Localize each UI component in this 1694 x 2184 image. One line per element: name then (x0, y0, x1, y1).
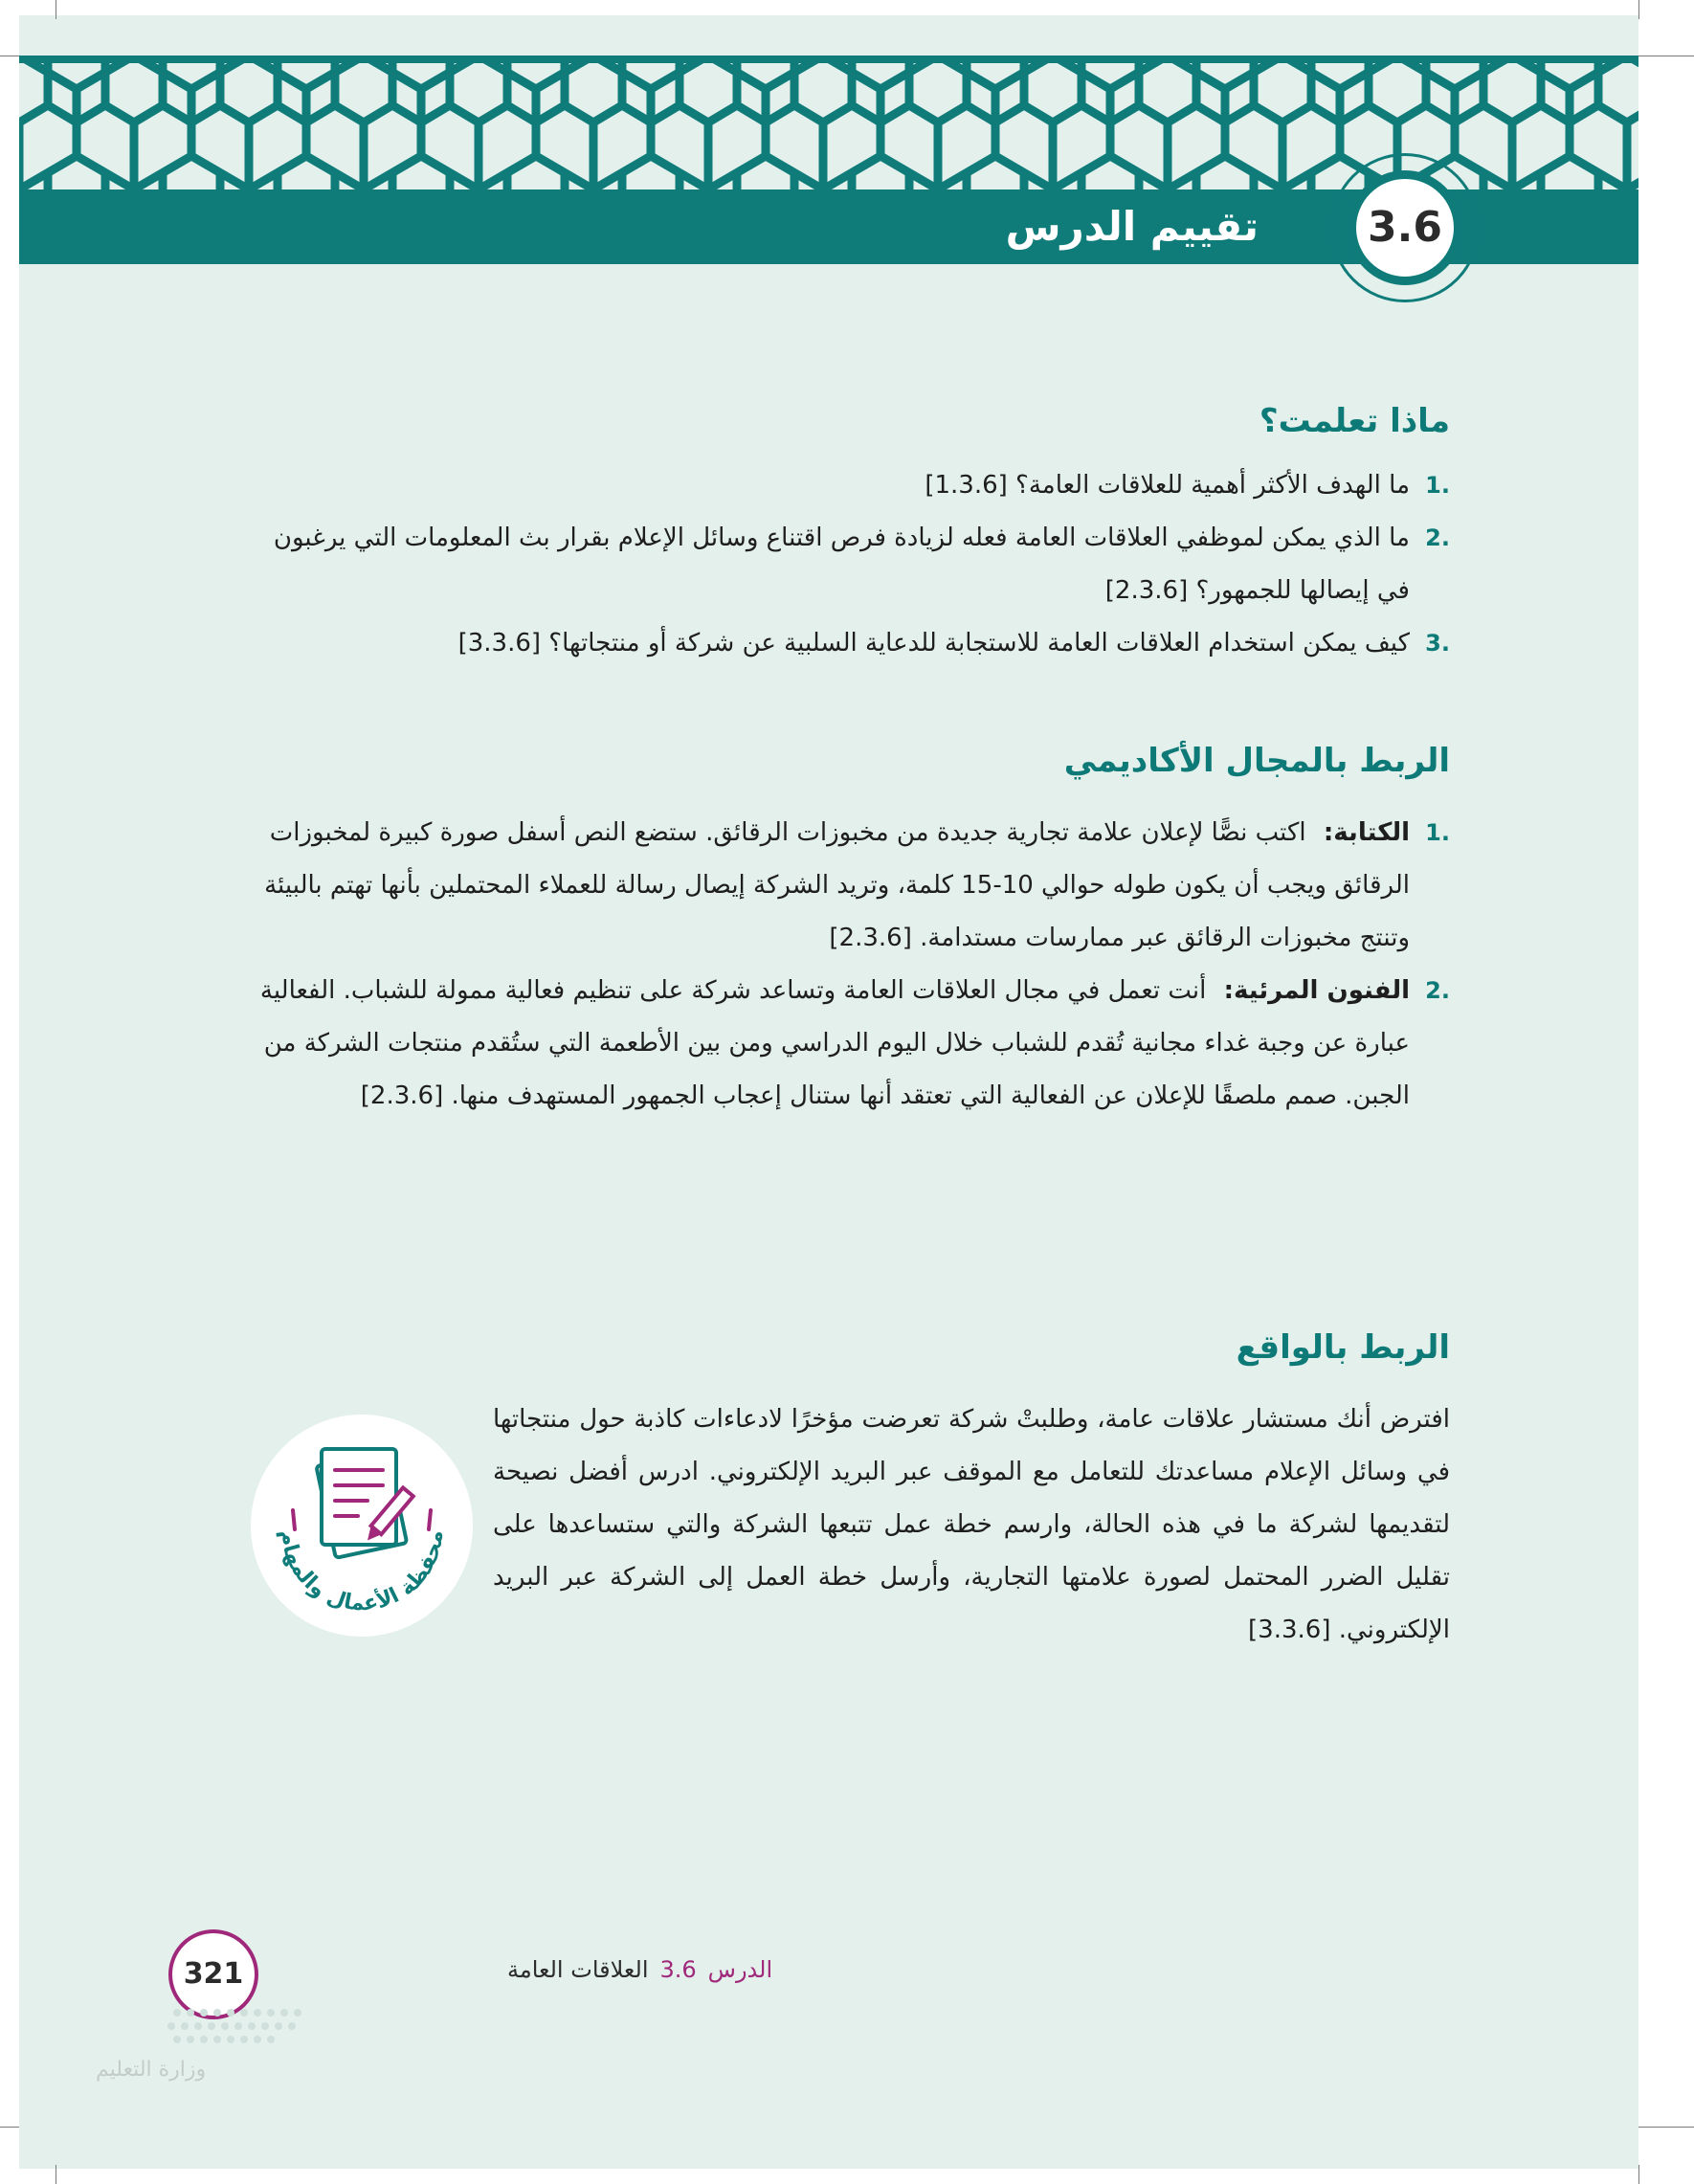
item-number: .1 (1425, 819, 1450, 846)
item-lead: الكتابة: (1323, 818, 1410, 847)
item-text: اكتب نصًّا لإعلان علامة تجارية جديدة من مخبوزات الرقائق. ستضع النص أسفل صورة كبيرة لمخبوزات الرقائق ويجب أن يكون طوله حوالي 10-15 كلمة، وتريد الشركة إيصال رسالة للعملاء المحتملين بأنها تهتم بالبيئة وتنتج مخبوزات الرقائق عبر ممارسات مستدامة. [2.3.6] (264, 818, 1410, 952)
section-text: افترض أنك مستشار علاقات عامة، وطلبتْ شركة تعرضت مؤخرًا لادعاءات كاذبة حول منتجاتها في وسائل الإعلام مساعدتك للتعامل مع الموقف عبر البريد الإلكتروني. ادرس أفضل نصيحة لتقديمها لشركة ما في هذه الحالة، وارسم خطة عمل تتبعها الشركة والتي ستساعدها على تقليل الضرر المحتمل لصورة علامتها التجارية، وأرسل خطة العمل إلى الشركة عبر البريد الإلكتروني. [3.3.6] (493, 1405, 1450, 1644)
crop-mark (1638, 2165, 1639, 2184)
item-number: .1 (1425, 472, 1450, 499)
section-reality (493, 1319, 1450, 1657)
footer-lesson-label: الدرس (707, 1956, 773, 1983)
page-number: 321 (168, 1929, 258, 2019)
item-number: .3 (1425, 630, 1450, 657)
section-heading: الربط بالواقع (1236, 1328, 1450, 1367)
section-learned (244, 392, 1450, 670)
section-heading: الربط بالمجال الأكاديمي (1063, 742, 1450, 780)
item-text: ما الذي يمكن لموظفي العلاقات العامة فعله لزيادة فرص اقتناع وسائل الإعلام بقرار بث المعلومات التي يرغبون في إيصالها للجمهور؟ [2.3.6] (273, 524, 1410, 605)
list-item (244, 965, 1450, 1123)
portfolio-badge (251, 1415, 473, 1637)
item-number: .2 (1425, 524, 1450, 551)
task-list (244, 807, 1450, 1123)
question-list (244, 459, 1450, 670)
crop-mark (1638, 0, 1639, 19)
item-lead: الفنون المرئية: (1223, 976, 1410, 1005)
item-text: أنت تعمل في مجال العلاقات العامة وتساعد شركة على تنظيم فعالية ممولة للشباب. الفعالية عبارة عن وجبة غداء مجانية تُقدم للشباب خلال اليوم الدراسي ومن بين الأطعمة التي ستُقدم منتجات الشركة من الجبن. صمم ملصقًا للإعلان عن الفعالية التي تعتقد أنها ستنال إعجاب الجمهور المستهدف منها. [2.3.6] (259, 976, 1410, 1110)
document-pencil-icon (251, 1415, 473, 1637)
list-item (244, 807, 1450, 965)
footer-lesson-title: العلاقات العامة (507, 1956, 649, 1983)
ministry-name: وزارة التعليم (96, 2058, 207, 2082)
lesson-number-badge: 3.6 (1348, 170, 1462, 285)
crop-mark (1638, 2127, 1694, 2128)
item-text: كيف يمكن استخدام العلاقات العامة للاستجابة للدعاية السلبية عن شركة أو منتجاتها؟ [3.3.6] (457, 629, 1410, 657)
page-title: تقييم الدرس (1005, 203, 1259, 250)
section-heading: ماذا تعلمت؟ (1259, 402, 1450, 440)
footer-lesson (507, 1956, 772, 1983)
crop-mark (0, 2127, 19, 2128)
footer-lesson-code: 3.6 (659, 1956, 697, 1983)
list-item (244, 617, 1450, 670)
list-item (244, 512, 1450, 617)
section-academic (244, 732, 1450, 1123)
list-item (244, 459, 1450, 512)
item-number: .2 (1425, 977, 1450, 1004)
item-text: ما الهدف الأكثر أهمية للعلاقات العامة؟ [1.3.6] (925, 471, 1410, 500)
portfolio-label: محفظة الأعمال والمهام (275, 1528, 449, 1616)
